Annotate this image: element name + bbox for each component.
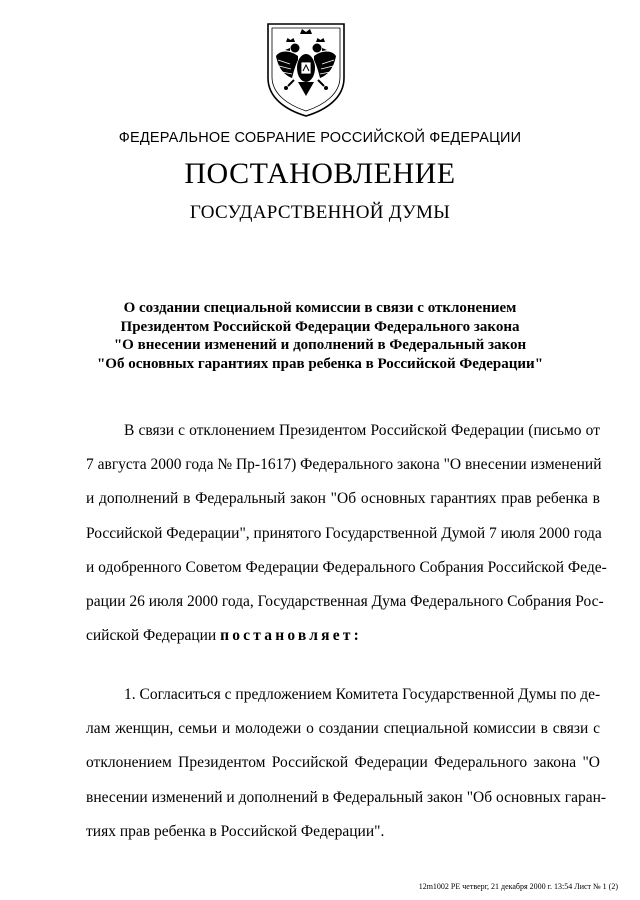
document-type-title: ПОСТАНОВЛЕНИЕ [184, 157, 456, 190]
text-line: и одобренного Советом Федерации Федерального Собрания Российской Феде- [86, 558, 607, 576]
preamble-paragraph [86, 414, 607, 653]
coat-of-arms-emblem [264, 20, 348, 118]
text-line: Российской Федерации", принятого Государственной Думой 7 июля 2000 года [86, 524, 602, 542]
subject-line: "О внесении изменений и дополнений в Федеральный закон [113, 337, 527, 353]
page-footer: 12m1002 РЕ четверг, 21 декабря 2000 г. 13:54 Лист № 1 (2) [418, 882, 618, 891]
clause-1-paragraph [86, 678, 607, 849]
subject-line: О создании специальной комиссии в связи с отклонением [123, 300, 517, 316]
text-line: лам женщин, семьи и молодежи о создании специальной комиссии в связи с [86, 720, 600, 738]
parliament-name: ФЕДЕРАЛЬНОЕ СОБРАНИЕ РОССИЙСКОЙ ФЕДЕРАЦИИ [118, 130, 522, 146]
text-line: отклонением Президентом Российской Федерации Федерального закона "О [86, 754, 600, 772]
text-line: 7 августа 2000 года № Пр-1617) Федерального закона "О внесении изменений [86, 456, 602, 474]
text-line: тиях прав ребенка в Российской Федерации". [86, 822, 385, 840]
text-line: В связи с отклонением Президентом Российской Федерации (письмо от [124, 422, 600, 439]
text-line: 1. Согласиться с предложением Комитета Государственной Думы по де- [124, 686, 601, 703]
operative-keyword: постановляет: [220, 627, 363, 645]
subject-line: "Об основных гарантиях прав ребенка в Российской Федерации" [96, 355, 544, 372]
text-line: внесении изменений и дополнений в Федеральный закон "Об основных гаран- [86, 788, 607, 806]
text-line-last [86, 619, 600, 653]
subject-line: Президентом Российской Федерации Федерального закона [120, 318, 520, 335]
text-line: рации 26 июля 2000 года, Государственная Дума Федерального Собрания Рос- [86, 592, 604, 610]
text-line: сийской Федерации [86, 627, 217, 645]
resolution-subject [0, 299, 640, 373]
issuing-body: ГОСУДАРСТВЕННОЙ ДУМЫ [189, 202, 451, 223]
text-line: и дополнений в Федеральный закон "Об основных гарантиях прав ребенка в [86, 490, 600, 508]
